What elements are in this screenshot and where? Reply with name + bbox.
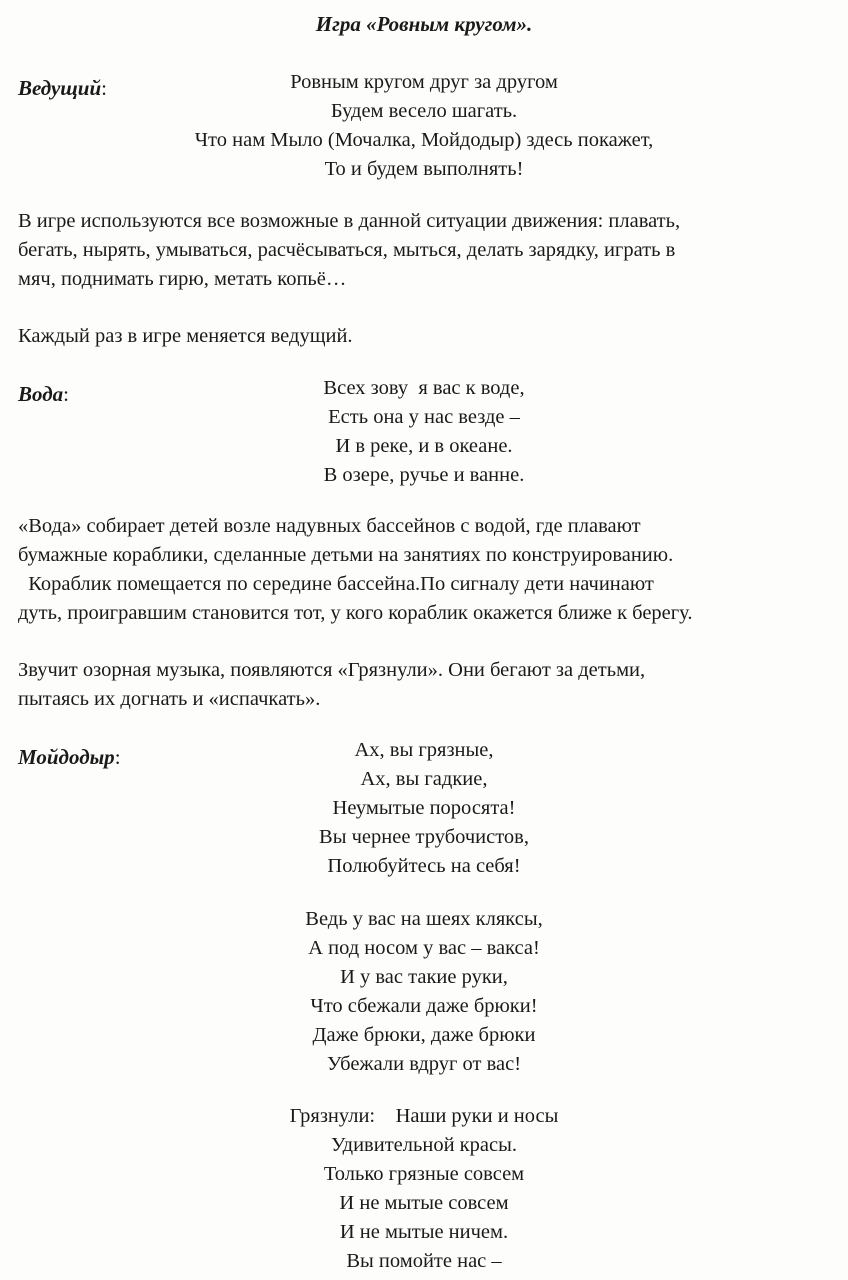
speaker-moidodyr-name: Мойдодыр — [18, 745, 115, 769]
paragraph-line: бумажные кораблики, сделанные детьми на занятиях по конструированию. — [18, 544, 674, 566]
paragraph-line: бегать, нырять, умываться, расчёсываться, мыться, делать зарядку, играть в — [18, 239, 676, 261]
verse-line: Всех зову я вас к воде, — [323, 377, 525, 399]
speaker-water-name: Вода — [18, 382, 64, 406]
paragraph-line: «Вода» собирает детей возле надувных бассейнов с водой, где плавают — [18, 515, 641, 537]
speaker-host-name: Ведущий — [18, 76, 102, 100]
speaker-host-colon: : — [101, 76, 107, 100]
speaker-water-colon: : — [63, 382, 69, 406]
verse-dirty — [0, 1102, 848, 1276]
verse-line: Ах, вы гадкие, — [360, 768, 488, 790]
verse-line: Есть она у нас везде – — [328, 406, 520, 428]
verse-line: Вы чернее трубочистов, — [319, 826, 529, 848]
verse-line: Убежали вдруг от вас! — [326, 1053, 522, 1075]
verse-line: Удивительной красы. — [331, 1134, 517, 1156]
verse-line: Неумытые поросята! — [332, 797, 516, 819]
verse-line: В озере, ручье и ванне. — [323, 464, 525, 486]
verse-line: Грязнули: Наши руки и носы — [289, 1105, 559, 1127]
verse-line: А под носом у вас – вакса! — [308, 937, 540, 959]
paragraph-line: Звучит озорная музыка, появляются «Грязнули». Они бегают за детьми, — [18, 659, 646, 681]
verse-moidodyr-1 — [0, 736, 848, 881]
verse-line: Что нам Мыло (Мочалка, Мойдодыр) здесь покажет, — [194, 129, 654, 151]
verse-line: И в реке, и в океане. — [335, 435, 513, 457]
paragraph-line: Каждый раз в игре меняется ведущий. — [18, 325, 353, 347]
paragraph-line: пытаясь их догнать и «испачкать». — [18, 688, 321, 710]
verse-line: Что сбежали даже брюки! — [310, 995, 538, 1017]
verse-line: Полюбуйтесь на себя! — [327, 855, 521, 877]
verse-line: Вы помойте нас – — [346, 1250, 502, 1272]
paragraph-water — [18, 512, 838, 628]
paragraph-dirty — [18, 656, 838, 714]
verse-line: Ах, вы грязные, — [354, 739, 494, 761]
paragraph-line: мяч, поднимать гирю, метать копьё… — [18, 268, 347, 290]
paragraph-moves — [18, 207, 838, 294]
verse-line: И не мытые совсем — [339, 1192, 509, 1214]
paragraph-host-change — [18, 322, 838, 351]
verse-line: То и будем выполнять! — [324, 158, 524, 180]
verse-line: Только грязные совсем — [323, 1163, 525, 1185]
speaker-moidodyr-colon: : — [114, 745, 121, 769]
paragraph-line: дуть, проигравшим становится тот, у кого кораблик окажется ближе к берегу. — [18, 602, 693, 624]
verse-moidodyr-2 — [0, 905, 848, 1079]
verse-line: Ровным кругом друг за другом — [290, 71, 558, 93]
verse-line: Будем весело шагать. — [330, 100, 518, 122]
verse-line: И не мытые ничем. — [339, 1221, 509, 1243]
verse-line: Ведь у вас на шеях кляксы, — [305, 908, 543, 930]
verse-line: И у вас такие руки, — [340, 966, 508, 988]
verse-host — [0, 68, 848, 184]
verse-line: Даже брюки, даже брюки — [312, 1024, 536, 1046]
paragraph-line: В игре используются все возможные в данной ситуации движения: плавать, — [18, 210, 681, 232]
verse-water — [0, 374, 848, 490]
paragraph-line: Кораблик помещается по середине бассейна.По сигналу дети начинают — [18, 573, 654, 595]
page-title: Игра «Ровным кругом». — [315, 12, 533, 36]
